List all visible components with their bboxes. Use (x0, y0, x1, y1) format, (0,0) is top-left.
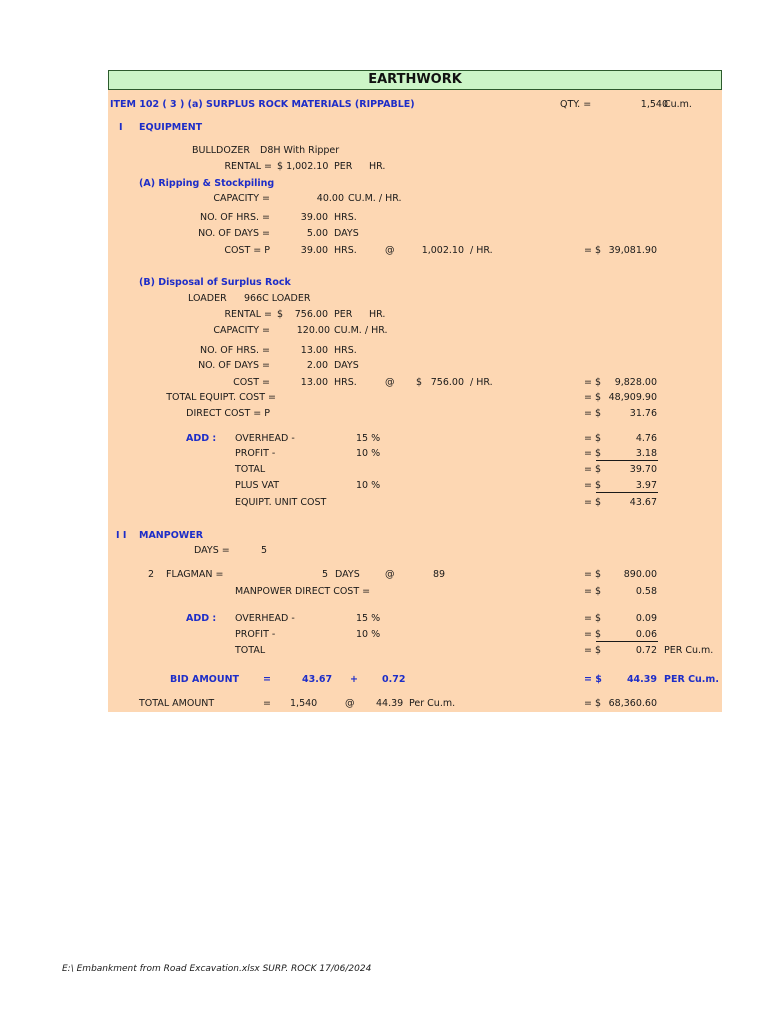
direct-cost-equals: = $ (584, 408, 602, 419)
manpower-total-unit: PER Cu.m. (664, 645, 714, 656)
bid-equipment-component: 43.67 (302, 674, 333, 685)
bid-amount-value: 44.39 (626, 674, 657, 685)
rental-value: $ 1,002.10 (277, 161, 329, 172)
overhead-value-manpower: 0.09 (635, 613, 657, 624)
cost-value-b: 9,828.00 (614, 377, 657, 388)
cost-rate-unit-a: / HR. (470, 245, 493, 256)
at-symbol-a: @ (385, 245, 395, 256)
profit-equals-equipment: = $ (584, 448, 602, 459)
subsection-heading-b: (B) Disposal of Surplus Rock (139, 277, 291, 288)
section-heading-manpower: MANPOWER (139, 530, 204, 541)
bid-manpower-component: 0.72 (382, 674, 406, 685)
manpower-total-value: 0.72 (635, 645, 657, 656)
manpower-total-equals: = $ (584, 645, 602, 656)
direct-cost-label: DIRECT COST = P (186, 408, 270, 419)
total-amount-quantity: 1,540 (290, 698, 318, 709)
capacity-value-a: 40.00 (316, 193, 344, 204)
manpower-direct-value: 0.58 (635, 586, 657, 597)
total-amount-rate-unit: Per Cu.m. (409, 698, 456, 709)
rental-label: RENTAL = (224, 161, 272, 172)
total-equipment-equals: = $ (584, 392, 602, 403)
flagman-days: 5 (321, 569, 328, 580)
manpower-direct-label: MANPOWER DIRECT COST = (235, 586, 371, 597)
equipment-unit-cost-label: EQUIPT. UNIT COST (235, 497, 327, 508)
days-unit-a: DAYS (334, 228, 359, 239)
total-amount-rate: 44.39 (376, 698, 404, 709)
flagman-cost-equals: = $ (584, 569, 602, 580)
cost-label-b: COST = (233, 377, 270, 388)
profit-percent-equipment: 10 % (356, 448, 381, 459)
flagman-rate: 89 (433, 569, 446, 580)
profit-label-equipment: PROFIT - (235, 448, 276, 459)
capacity-label-b: CAPACITY = (213, 325, 270, 336)
hours-label-b: NO. OF HRS. = (200, 345, 270, 356)
cost-hours-a: 39.00 (300, 245, 328, 256)
flagman-cost-value: 890.00 (623, 569, 657, 580)
manpower-total-label: TOTAL (235, 645, 266, 656)
rental-label-b: RENTAL = (224, 309, 272, 320)
rental-per: PER (334, 161, 353, 172)
capacity-value-b: 120.00 (296, 325, 330, 336)
loader-name: LOADER (188, 293, 227, 304)
section-heading-equipment: EQUIPMENT (139, 122, 203, 133)
sheet-title: EARTHWORK (108, 70, 722, 90)
equipment-unit-cost-value: 43.67 (629, 497, 657, 508)
bid-amount-unit: PER Cu.m. (664, 674, 719, 685)
total-amount-result-equals: = $ (584, 698, 602, 709)
manpower-days-value: 5 (261, 545, 268, 556)
capacity-unit-b: CU.M. / HR. (334, 325, 388, 336)
cost-hours-unit-b: HRS. (334, 377, 357, 388)
file-path-footer: E:\ Embankment from Road Excavation.xlsx SURP. ROCK 17/06/2024 (62, 964, 372, 974)
flagman-role: FLAGMAN = (166, 569, 224, 580)
equipment-unit-cost-equals: = $ (584, 497, 602, 508)
subtotal-label-equipment: TOTAL (235, 464, 266, 475)
days-value-b: 2.00 (306, 360, 328, 371)
total-equipment-label: TOTAL EQUIPT. COST = (166, 392, 276, 403)
overhead-label-equipment: OVERHEAD - (235, 433, 295, 444)
flagman-count: 2 (148, 569, 155, 580)
capacity-unit-a: CU.M. / HR. (348, 193, 402, 204)
overhead-equals-manpower: = $ (584, 613, 602, 624)
rental-per-b: PER (334, 309, 353, 320)
hours-value-b: 13.00 (300, 345, 328, 356)
vat-equals: = $ (584, 480, 602, 491)
total-equipment-value: 48,909.90 (608, 392, 657, 403)
profit-label-manpower: PROFIT - (235, 629, 276, 640)
qty-label: QTY. = (560, 99, 592, 110)
cost-currency-b: $ (416, 377, 423, 388)
profit-equals-manpower: = $ (584, 629, 602, 640)
qty-value: 1,540 (640, 99, 668, 110)
equipment-name: BULLDOZER (192, 145, 250, 156)
bid-equals: = (263, 674, 271, 685)
hours-value-a: 39.00 (300, 212, 328, 223)
cost-equals-a: = $ (584, 245, 602, 256)
profit-underline-equipment (596, 460, 658, 461)
bid-result-equals: = $ (584, 674, 602, 685)
bid-amount-label: BID AMOUNT (170, 674, 239, 685)
total-amount-at-symbol: @ (345, 698, 355, 709)
manpower-direct-equals: = $ (584, 586, 602, 597)
overhead-percent-equipment: 15 % (356, 433, 381, 444)
cost-rate-a: 1,002.10 (421, 245, 464, 256)
flagman-at-symbol: @ (385, 569, 395, 580)
total-amount-equals: = (263, 698, 271, 709)
total-amount-label: TOTAL AMOUNT (139, 698, 215, 709)
subtotal-value-equipment: 39.70 (629, 464, 657, 475)
bid-plus: + (350, 674, 358, 685)
subtotal-equals-equipment: = $ (584, 464, 602, 475)
overhead-label-manpower: OVERHEAD - (235, 613, 295, 624)
equipment-model: D8H With Ripper (260, 145, 340, 156)
profit-percent-manpower: 10 % (356, 629, 381, 640)
section-number-equipment: I (119, 122, 123, 133)
cost-hours-unit-a: HRS. (334, 245, 357, 256)
add-label-manpower: ADD : (186, 613, 217, 624)
item-label: ITEM 102 ( 3 ) (a) SURPLUS ROCK MATERIALS (RIPPABLE) (110, 99, 415, 110)
overhead-value-equipment: 4.76 (635, 433, 657, 444)
days-unit-b: DAYS (334, 360, 359, 371)
rental-unit: HR. (369, 161, 386, 172)
cost-hours-b: 13.00 (300, 377, 328, 388)
vat-label: PLUS VAT (235, 480, 280, 491)
profit-underline-manpower (596, 641, 658, 642)
days-value-a: 5.00 (306, 228, 328, 239)
hours-unit-b: HRS. (334, 345, 357, 356)
cost-label-a: COST = P (224, 245, 270, 256)
cost-equals-b: = $ (584, 377, 602, 388)
subsection-heading-a: (A) Ripping & Stockpiling (139, 178, 275, 189)
profit-value-manpower: 0.06 (635, 629, 657, 640)
qty-unit: Cu.m. (664, 99, 692, 110)
capacity-label-a: CAPACITY = (213, 193, 270, 204)
vat-percent: 10 % (356, 480, 381, 491)
at-symbol-b: @ (385, 377, 395, 388)
cost-rate-b: 756.00 (430, 377, 464, 388)
section-number-manpower: I I (116, 530, 127, 541)
rental-unit-b: HR. (369, 309, 386, 320)
vat-value: 3.97 (635, 480, 657, 491)
flagman-days-unit: DAYS (335, 569, 360, 580)
vat-underline (596, 492, 658, 493)
total-amount-value: 68,360.60 (608, 698, 657, 709)
loader-model: 966C LOADER (244, 293, 311, 304)
direct-cost-value: 31.76 (629, 408, 657, 419)
days-label-a: NO. OF DAYS = (198, 228, 270, 239)
days-label-b: NO. OF DAYS = (198, 360, 270, 371)
hours-label-a: NO. OF HRS. = (200, 212, 270, 223)
hours-unit-a: HRS. (334, 212, 357, 223)
cost-value-a: 39,081.90 (608, 245, 657, 256)
rental-value-b: 756.00 (294, 309, 328, 320)
cost-rate-unit-b: / HR. (470, 377, 493, 388)
overhead-equals-equipment: = $ (584, 433, 602, 444)
add-label-equipment: ADD : (186, 433, 217, 444)
profit-value-equipment: 3.18 (635, 448, 657, 459)
manpower-days-label: DAYS = (194, 545, 230, 556)
rental-currency-b: $ (277, 309, 284, 320)
overhead-percent-manpower: 15 % (356, 613, 381, 624)
